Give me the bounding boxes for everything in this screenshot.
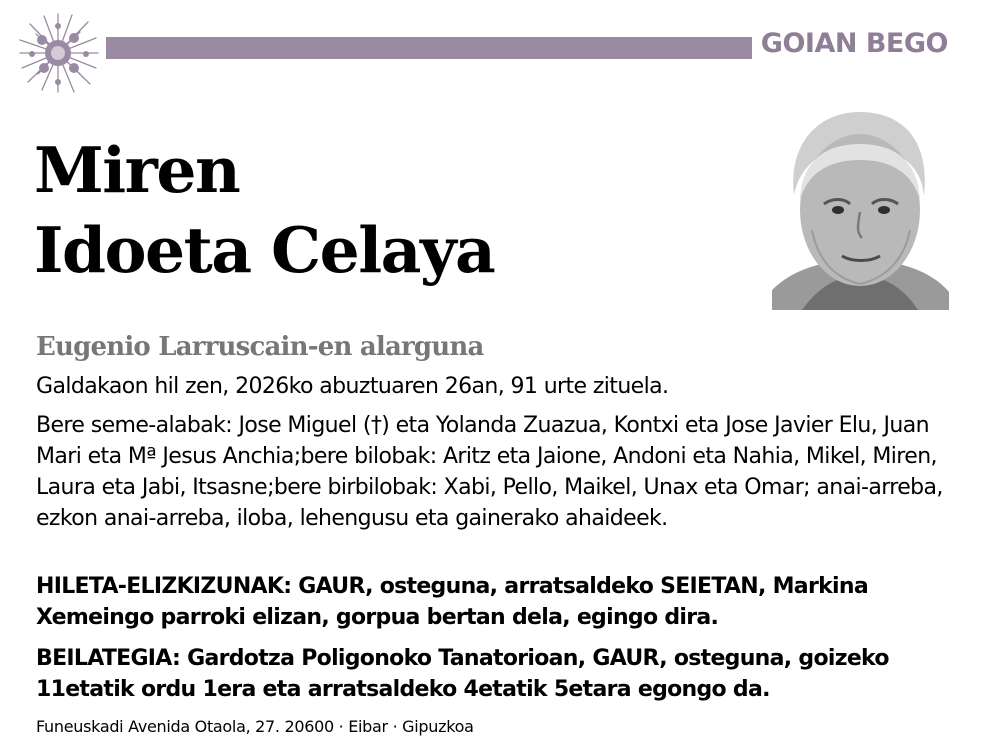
name-surnames: Idoeta Celaya	[34, 213, 495, 287]
section-label: GOIAN BEGO	[760, 28, 948, 59]
wake-announcement: BEILATEGIA: Gardotza Poligonoko Tanatorioan, GAUR, osteguna, goizeko 11etatik ordu 1era eta arratsaldeko 4etatik 5etara egongo da.	[36, 646, 889, 702]
flower-center	[51, 46, 65, 60]
name-first: Miren	[34, 133, 240, 207]
portrait-photo	[772, 100, 949, 310]
death-notice: Galdakaon hil zen, 2026ko abuztuaren 26an, 91 urte zituela.	[36, 374, 669, 399]
relatives-list: Bere seme-alabak: Jose Miguel (†) eta Yolanda Zuazua, Kontxi eta Jose Javier Elu, Juan Mari eta Mª Jesus Anchia;bere bilobak: Aritz eta Jaione, Andoni eta Nahia, Mikel, Miren, Laura eta Jabi, Itsasne;bere birbilobak: Xabi, Pello, Maikel, Unax eta Omar; anai-arreba, ezkon anai-arreba, iloba, lehengusu eta gainerako ahaideek.	[36, 413, 943, 531]
spouse-line: Eugenio Larruscain-en alarguna	[36, 332, 484, 362]
funeral-announcement: HILETA-ELIZKIZUNAK: GAUR, osteguna, arratsaldeko SEIETAN, Markina Xemeingo parroki elizan, gorpua bertan dela, egingo dira.	[36, 574, 868, 630]
header-rule	[106, 37, 752, 59]
flower-icon	[14, 10, 102, 96]
portrait-eye-right	[878, 206, 890, 214]
funeral-home-footer: Funeuskadi Avenida Otaola, 27. 20600 · Eibar · Gipuzkoa	[36, 717, 474, 736]
portrait-eye-left	[832, 206, 844, 214]
deceased-name	[34, 130, 494, 290]
